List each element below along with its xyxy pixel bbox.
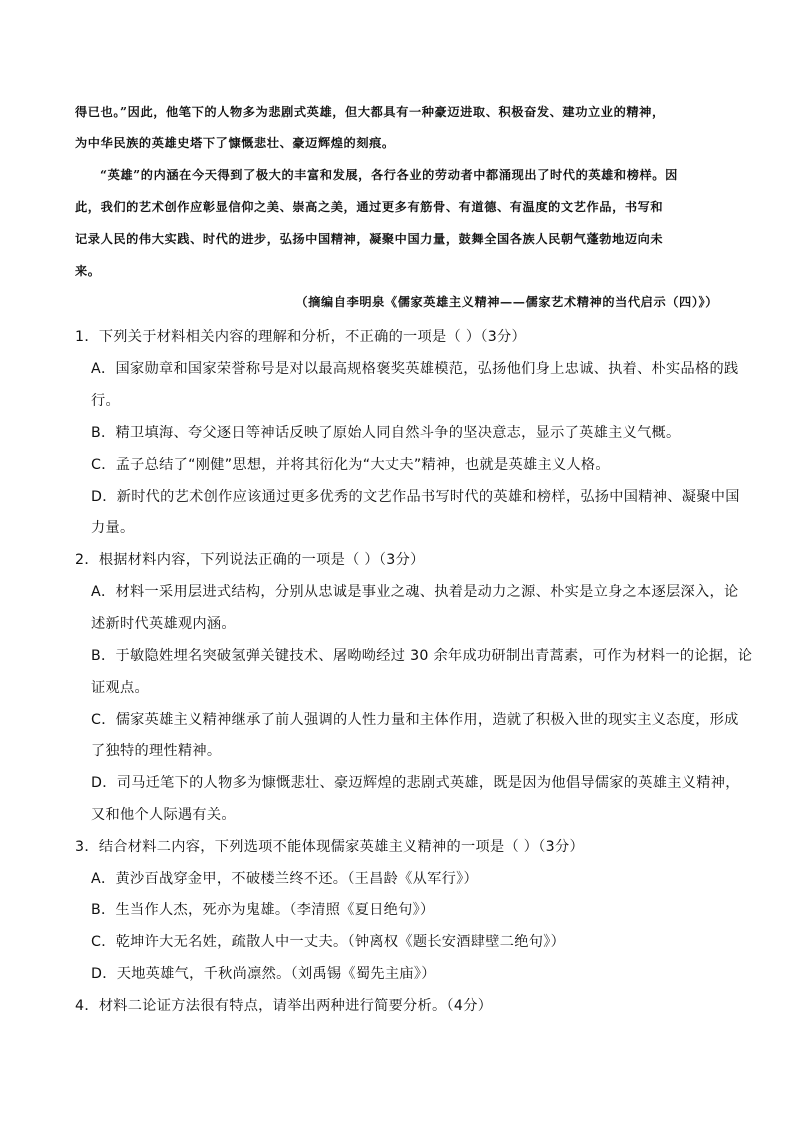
question-stem: 2．根据材料内容，下列说法正确的一项是（ ）（3分） [75, 552, 425, 568]
option-line: 行。 [91, 393, 120, 409]
passage-line: 得已也。”因此，他笔下的人物多为悲剧式英雄，但大都具有一种豪迈进取、积极奋发、建功立业的精神， [75, 105, 665, 119]
option-line: D．司马迁笔下的人物多为慷慨悲壮、豪迈辉煌的悲剧式英雄，既是因为他倡导儒家的英雄主义精神， [91, 775, 740, 791]
passage-line: “英雄”的内涵在今天得到了极大的丰富和发展，各行各业的劳动者中都涌现出了时代的英雄和榜样。因 [100, 168, 678, 182]
option-line: B．精卫填海、夸父逐日等神话反映了原始人同自然斗争的坚决意志，显示了英雄主义气概。 [91, 425, 681, 441]
option-line: D．天地英雄气，千秋尚凛然。（刘禹锡《蜀先主庙》） [91, 966, 436, 982]
option-line: A．国家勋章和国家荣誉称号是对以最高规格褒奖英雄模范，弘扬他们身上忠诚、执着、朴实品格的践 [91, 361, 739, 377]
passage-line: 此，我们的艺术创作应彰显信仰之美、崇高之美，通过更多有筋骨、有道德、有温度的文艺作品，书写和 [75, 200, 664, 214]
passage-line: 记录人民的伟大实践、时代的进步，弘扬中国精神，凝聚中国力量，鼓舞全国各族人民朝气蓬勃地迈向未 [75, 232, 664, 246]
option-line: A．黄沙百战穿金甲，不破楼兰终不还。（王昌龄《从军行》） [91, 871, 478, 887]
passage-line: 为中华民族的英雄史塔下了慷慨悲壮、豪迈辉煌的刻痕。 [75, 136, 395, 150]
option-line: 又和他个人际遇有关。 [91, 807, 236, 823]
option-line: D．新时代的艺术创作应该通过更多优秀的文艺作品书写时代的英雄和榜样，弘扬中国精神、凝聚中国 [91, 489, 740, 505]
passage-line: 来。 [75, 264, 101, 278]
option-line: 了独特的理性精神。 [91, 743, 222, 759]
option-line: 力量。 [91, 520, 135, 536]
question-stem: 4．材料二论证方法很有特点，请举出两种进行简要分析。（4分） [75, 998, 493, 1014]
option-line: 证观点。 [91, 680, 149, 696]
option-line: B．生当作人杰，死亦为鬼雄。（李清照《夏日绝句》） [91, 902, 435, 918]
option-line: B．于敏隐姓埋名突破氢弹关键技术、屠呦呦经过 30 余年成功研制出青蒿素，可作为材料一的论据，论 [91, 648, 753, 664]
option-line: C．儒家英雄主义精神继承了前人强调的人性力量和主体作用，造就了积极入世的现实主义态度，形成 [91, 712, 739, 728]
option-line: C．孟子总结了“刚健”思想，并将其衍化为“大丈夫”精神，也就是英雄主义人格。 [91, 457, 610, 473]
question-stem: 1．下列关于材料相关内容的理解和分析，不正确的一项是（ ）（3分） [75, 329, 526, 345]
option-line: 述新时代英雄观内涵。 [91, 616, 236, 632]
option-line: C．乾坤许大无名姓，疏散人中一丈夫。（钟离权《题长安酒肆壁二绝句》） [91, 934, 566, 950]
source-citation: （摘编自李明泉《儒家英雄主义精神——儒家艺术精神的当代启示（四）》） [295, 295, 718, 309]
option-line: A．材料一采用层进式结构，分别从忠诚是事业之魂、执着是动力之源、朴实是立身之本逐层深入，论 [91, 584, 739, 600]
question-stem: 3．结合材料二内容，下列选项不能体现儒家英雄主义精神的一项是（ ）（3分） [75, 839, 584, 855]
